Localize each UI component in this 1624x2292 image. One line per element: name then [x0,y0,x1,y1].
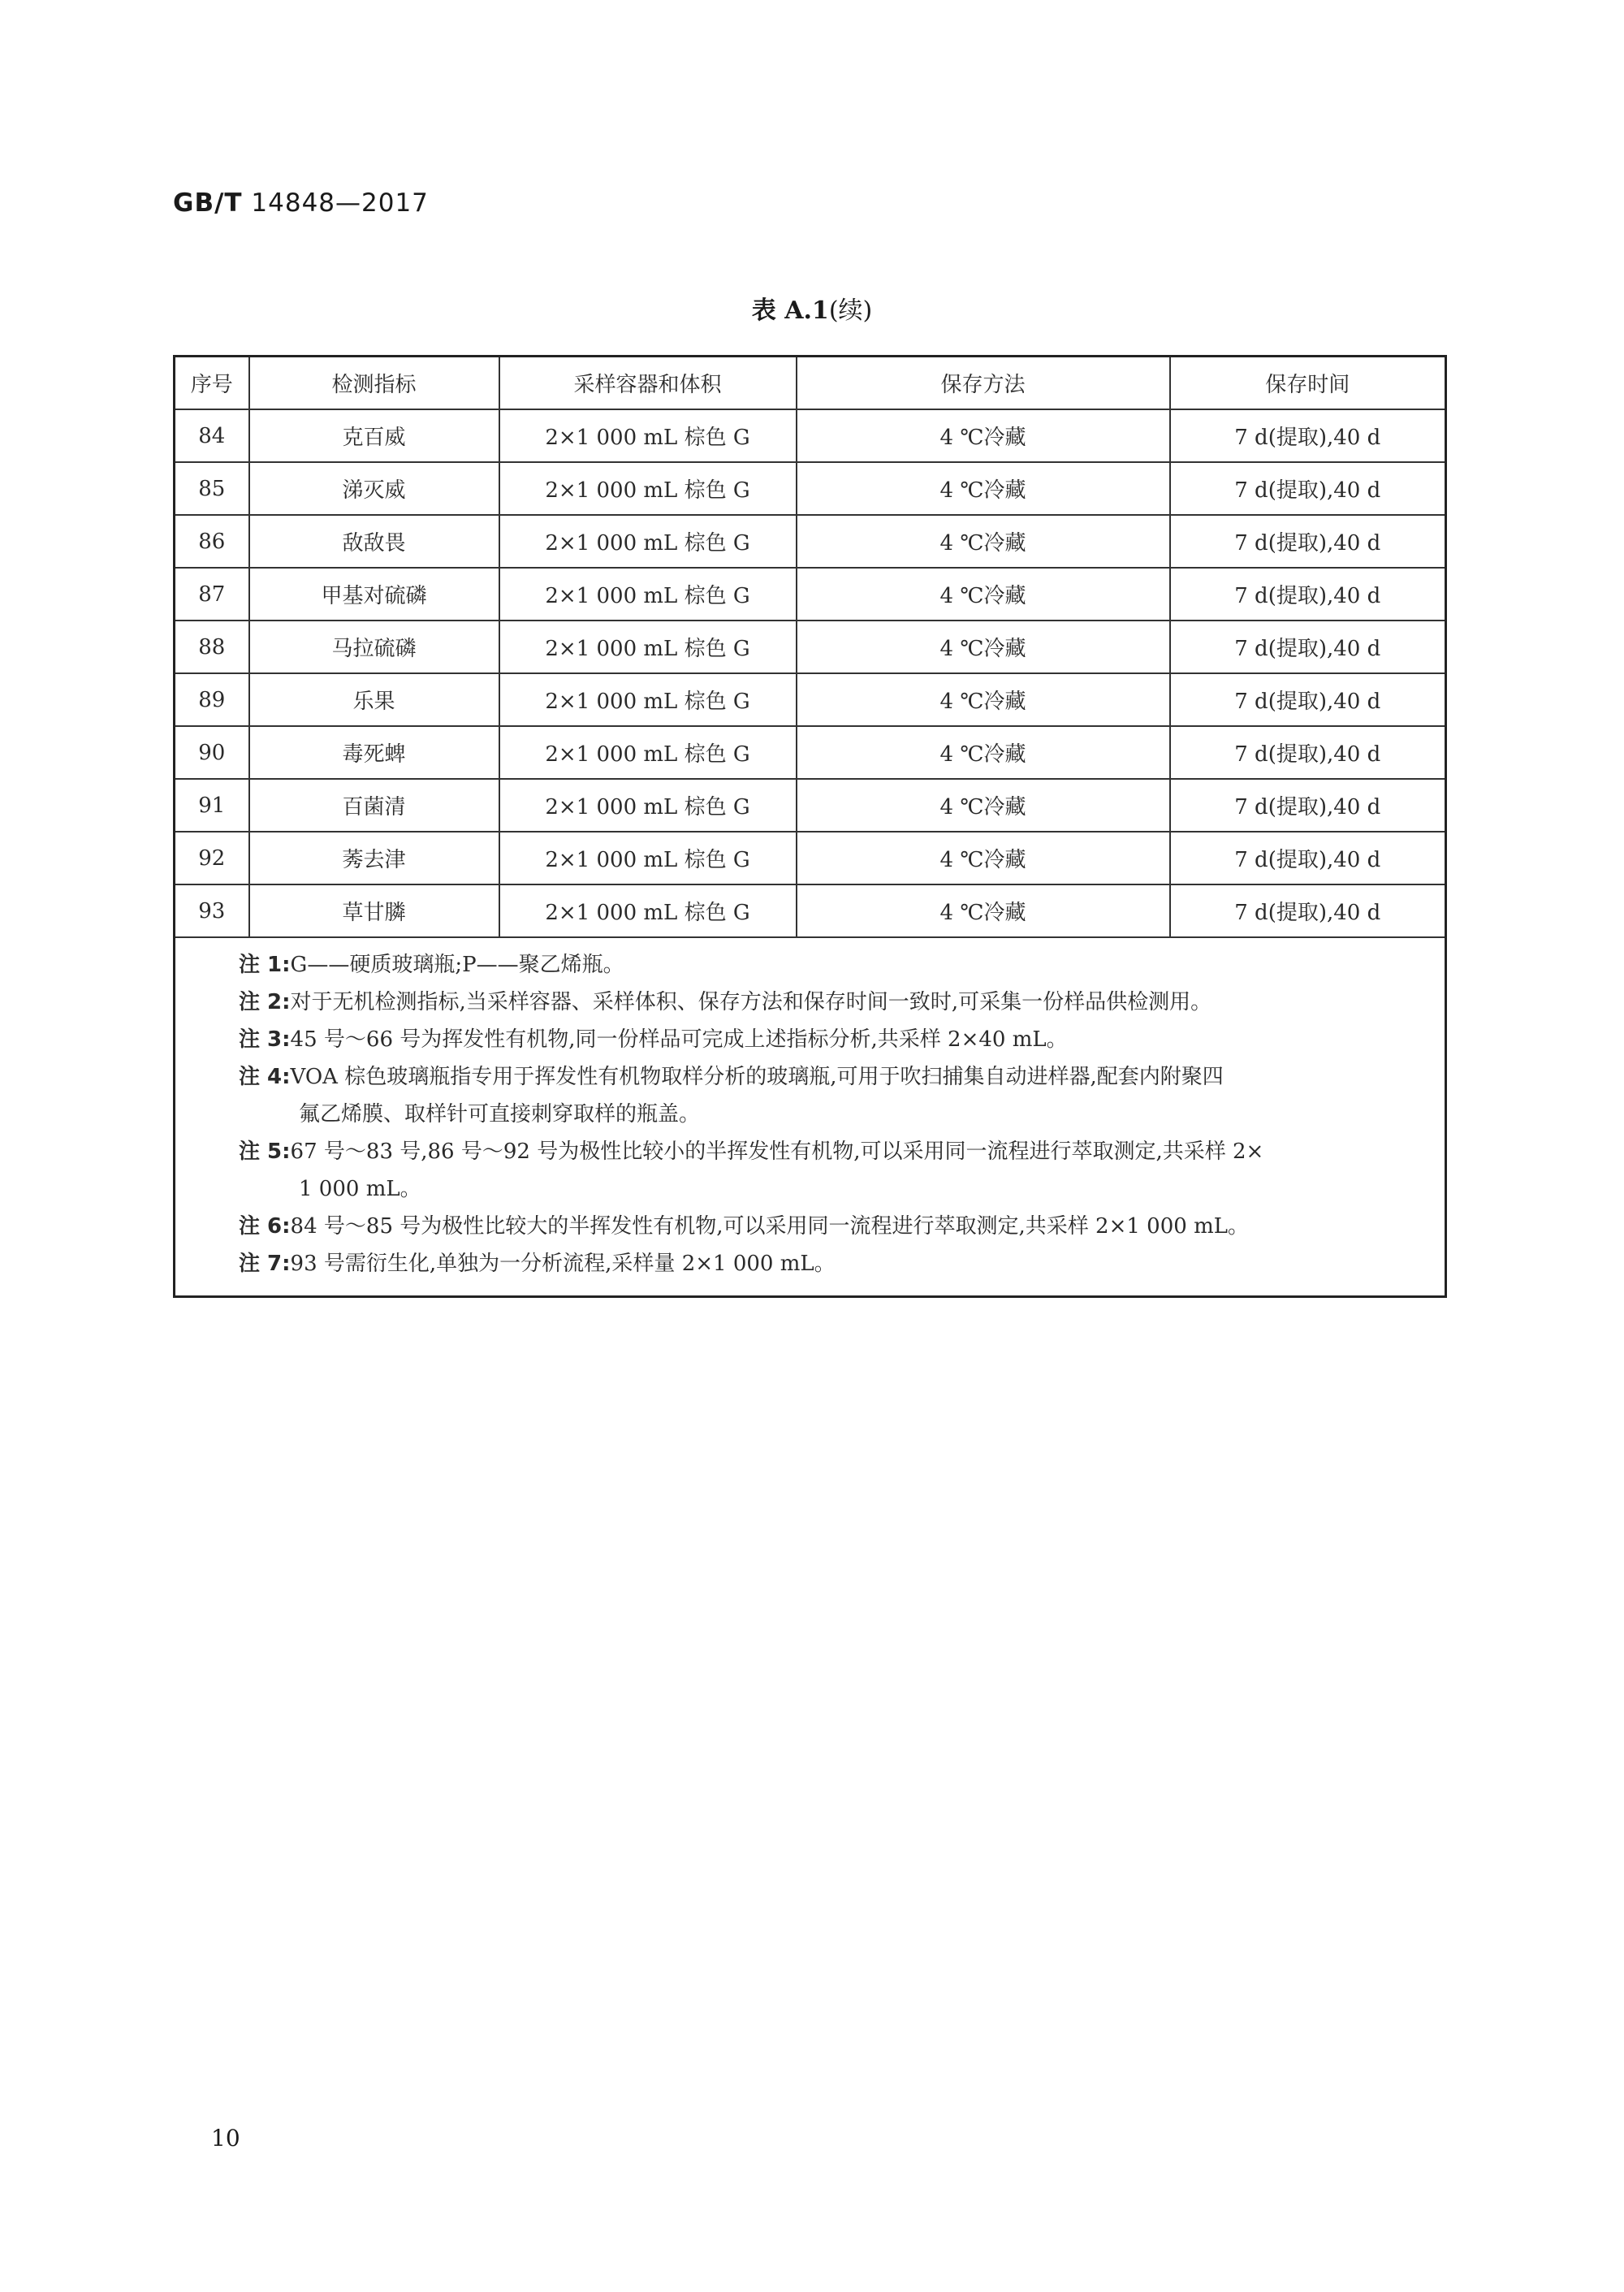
cell-seq: 93 [175,884,249,937]
cell-indicator: 毒死蜱 [249,726,499,779]
cell-seq: 86 [175,515,249,568]
col-header-indicator: 检测指标 [249,357,499,410]
data-table-wrapper [173,355,1445,1298]
col-header-container: 采样容器和体积 [499,357,797,410]
cell-preservation: 4 ℃冷藏 [797,779,1170,832]
standard-code [173,188,429,218]
note-text: 67 号～83 号,86 号～92 号为极性比较小的半挥发性有机物,可以采用同一流程进行萃取测定,共采样 2× [290,1140,1264,1164]
page-number: 10 [211,2125,240,2151]
cell-seq: 91 [175,779,249,832]
table-title [0,290,1624,326]
standard-prefix: GB/T [173,188,243,218]
cell-seq: 90 [175,726,249,779]
note-label: 注 7: [239,1252,291,1276]
note-1 [239,946,1420,984]
cell-holding-time: 7 d(提取),40 d [1170,832,1446,884]
cell-preservation: 4 ℃冷藏 [797,832,1170,884]
cell-holding-time: 7 d(提取),40 d [1170,515,1446,568]
cell-seq: 92 [175,832,249,884]
cell-seq: 85 [175,462,249,515]
note-text: 84 号～85 号为极性比较大的半挥发性有机物,可以采用同一流程进行萃取测定,共采样 2×1 000 mL。 [290,1214,1249,1239]
cell-indicator: 莠去津 [249,832,499,884]
cell-holding-time: 7 d(提取),40 d [1170,409,1446,462]
table-row [175,726,1446,779]
col-header-seq: 序号 [175,357,249,410]
cell-preservation: 4 ℃冷藏 [797,673,1170,726]
note-label: 注 4: [239,1065,291,1089]
cell-holding-time: 7 d(提取),40 d [1170,673,1446,726]
cell-indicator: 敌敌畏 [249,515,499,568]
cell-holding-time: 7 d(提取),40 d [1170,884,1446,937]
note-label: 注 1: [239,953,291,977]
cell-holding-time: 7 d(提取),40 d [1170,462,1446,515]
note-text: G——硬质玻璃瓶;P——聚乙烯瓶。 [290,953,624,977]
cell-holding-time: 7 d(提取),40 d [1170,621,1446,673]
note-text: 对于无机检测指标,当采样容器、采样体积、保存方法和保存时间一致时,可采集一份样品供检测用。 [290,990,1212,1014]
cell-seq: 89 [175,673,249,726]
note-6 [239,1208,1420,1245]
note-2 [239,984,1420,1021]
note-label: 注 6: [239,1214,291,1239]
note-7 [239,1245,1420,1282]
cell-seq: 84 [175,409,249,462]
cell-container: 2×1 000 mL 棕色 G [499,621,797,673]
cell-indicator: 草甘膦 [249,884,499,937]
table-title-label: 表 A.1 [751,296,829,325]
note-label: 注 5: [239,1140,291,1164]
standard-number: 14848—2017 [242,188,429,218]
notes-row [175,937,1446,1297]
cell-preservation: 4 ℃冷藏 [797,409,1170,462]
cell-container: 2×1 000 mL 棕色 G [499,462,797,515]
table-title-suffix: (续) [828,296,873,325]
cell-preservation: 4 ℃冷藏 [797,621,1170,673]
note-3 [239,1021,1420,1058]
col-header-preservation: 保存方法 [797,357,1170,410]
cell-container: 2×1 000 mL 棕色 G [499,726,797,779]
cell-holding-time: 7 d(提取),40 d [1170,779,1446,832]
note-continuation: 1 000 mL。 [299,1177,421,1201]
cell-indicator: 马拉硫磷 [249,621,499,673]
cell-container: 2×1 000 mL 棕色 G [499,832,797,884]
table-row [175,409,1446,462]
cell-indicator: 克百威 [249,409,499,462]
note-text: 93 号需衍生化,单独为一分析流程,采样量 2×1 000 mL。 [290,1252,836,1276]
cell-container: 2×1 000 mL 棕色 G [499,515,797,568]
col-header-holding-time: 保存时间 [1170,357,1446,410]
cell-preservation: 4 ℃冷藏 [797,515,1170,568]
note-label: 注 2: [239,990,291,1014]
table-row [175,568,1446,621]
cell-holding-time: 7 d(提取),40 d [1170,726,1446,779]
table-row [175,673,1446,726]
note-continuation: 氟乙烯膜、取样针可直接刺穿取样的瓶盖。 [299,1102,701,1127]
cell-indicator: 涕灭威 [249,462,499,515]
cell-preservation: 4 ℃冷藏 [797,884,1170,937]
note-4 [239,1058,1420,1133]
cell-container: 2×1 000 mL 棕色 G [499,409,797,462]
table-row [175,884,1446,937]
cell-container: 2×1 000 mL 棕色 G [499,673,797,726]
note-text: VOA 棕色玻璃瓶指专用于挥发性有机物取样分析的玻璃瓶,可用于吹扫捕集自动进样器,配套内附聚四 [290,1065,1224,1089]
data-table [173,355,1447,1298]
table-header-row [175,357,1446,410]
note-5 [239,1133,1420,1208]
cell-indicator: 乐果 [249,673,499,726]
cell-preservation: 4 ℃冷藏 [797,726,1170,779]
table-row [175,621,1446,673]
cell-holding-time: 7 d(提取),40 d [1170,568,1446,621]
note-text: 45 号～66 号为挥发性有机物,同一份样品可完成上述指标分析,共采样 2×40 mL。 [290,1027,1068,1052]
cell-preservation: 4 ℃冷藏 [797,568,1170,621]
cell-container: 2×1 000 mL 棕色 G [499,884,797,937]
cell-seq: 88 [175,621,249,673]
table-row [175,515,1446,568]
cell-indicator: 百菌清 [249,779,499,832]
cell-container: 2×1 000 mL 棕色 G [499,779,797,832]
table-row [175,462,1446,515]
table-row [175,832,1446,884]
note-label: 注 3: [239,1027,291,1052]
cell-indicator: 甲基对硫磷 [249,568,499,621]
table-row [175,779,1446,832]
notes-cell [175,937,1446,1297]
cell-preservation: 4 ℃冷藏 [797,462,1170,515]
cell-container: 2×1 000 mL 棕色 G [499,568,797,621]
cell-seq: 87 [175,568,249,621]
